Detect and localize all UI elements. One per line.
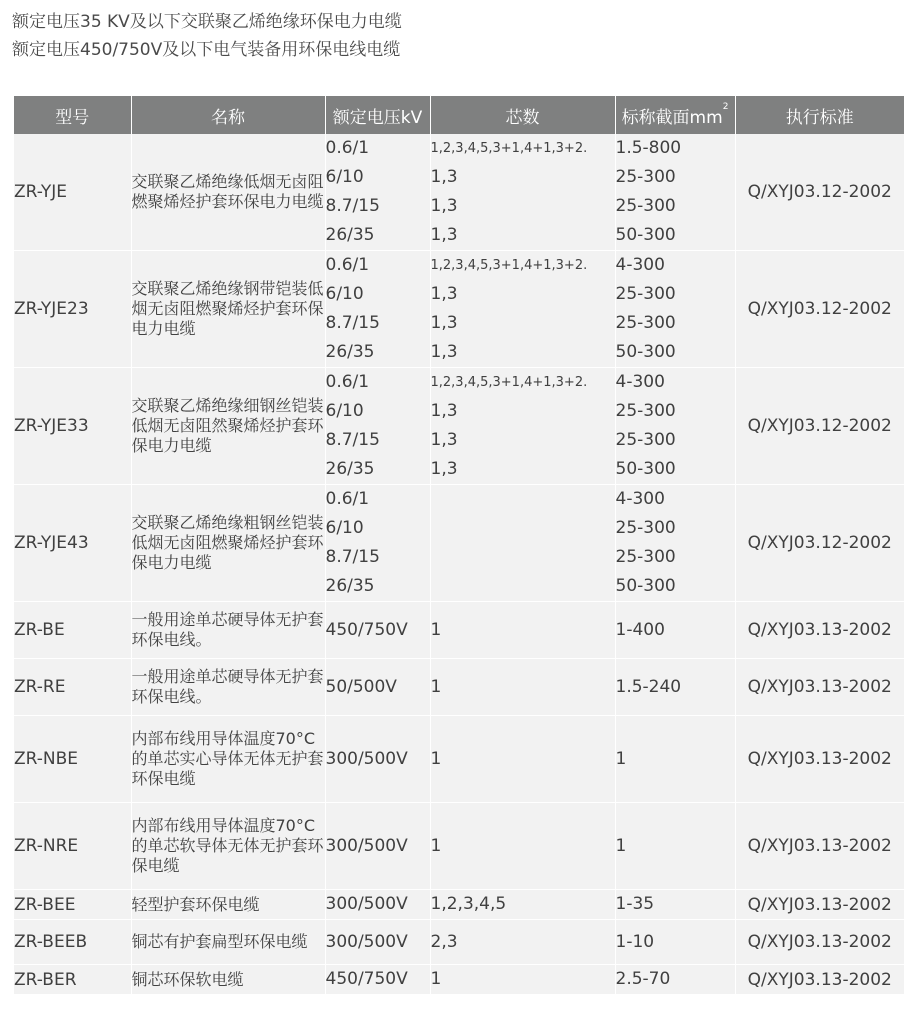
section-line: 25-300 [615, 313, 676, 333]
cell-cores [430, 920, 615, 965]
section-line: 1-400 [615, 619, 665, 640]
header-row [14, 96, 904, 134]
cell-cores [430, 602, 615, 659]
table-row [14, 602, 904, 659]
cores-line: 1,3 [430, 196, 458, 216]
cell-section [615, 134, 735, 251]
table-row [14, 716, 904, 803]
voltage-line: 8.7/15 [325, 313, 380, 333]
cell-model: ZR-BER [14, 965, 131, 995]
section-line: 1-10 [615, 931, 655, 952]
cell-model: ZR-YJE33 [14, 368, 131, 485]
cell-standard: Q/XYJ03.12-2002 [735, 368, 904, 485]
cell-model: ZR-BEEB [14, 920, 131, 965]
intro-line-2: 额定电压450/750V及以下电气装备用环保电线电缆 [12, 40, 401, 60]
section-line: 25-300 [615, 518, 676, 538]
voltage-line: 8.7/15 [325, 196, 380, 216]
header-section [615, 96, 735, 134]
header-name: 名称 [131, 96, 325, 134]
voltage-line: 6/10 [325, 167, 364, 187]
voltage-line: 0.6/1 [325, 489, 370, 509]
cell-standard: Q/XYJ03.12-2002 [735, 134, 904, 251]
table-row [14, 659, 904, 716]
section-line: 50-300 [615, 342, 676, 362]
cell-model: ZR-YJE43 [14, 485, 131, 602]
cell-standard: Q/XYJ03.13-2002 [735, 890, 904, 920]
section-line: 50-300 [615, 225, 676, 245]
header-section-sup: 2 [722, 101, 729, 112]
voltage-line: 0.6/1 [325, 255, 370, 275]
section-line: 4-300 [615, 255, 665, 275]
cell-model: ZR-BE [14, 602, 131, 659]
section-line: 1-35 [615, 894, 655, 914]
spec-table [14, 96, 904, 995]
cell-voltage [325, 890, 430, 920]
voltage-line: 6/10 [325, 284, 364, 304]
cell-cores [430, 803, 615, 890]
cores-line: 1,3 [430, 284, 458, 304]
cell-section [615, 890, 735, 920]
section-line: 25-300 [615, 167, 676, 187]
table-row [14, 134, 904, 251]
section-line: 4-300 [615, 372, 665, 392]
voltage-line: 26/35 [325, 225, 375, 245]
voltage-line: 450/750V [325, 969, 408, 989]
cores-line: 1,2,3,4,5,3+1,4+1,3+2. [430, 375, 588, 390]
cell-cores [430, 134, 615, 251]
cell-voltage [325, 803, 430, 890]
section-line: 25-300 [615, 196, 676, 216]
intro-text [12, 8, 402, 64]
header-cores: 芯数 [430, 96, 615, 134]
section-line: 4-300 [615, 489, 665, 509]
cores-line: 1,3 [430, 225, 458, 245]
cores-line: 1,3 [430, 401, 458, 421]
voltage-line: 300/500V [325, 894, 408, 914]
table-row [14, 965, 904, 995]
header-section-label: 标称截面mm [621, 107, 723, 128]
section-line: 1 [615, 748, 627, 769]
cell-name: 铜芯环保软电缆 [131, 965, 325, 995]
voltage-line: 26/35 [325, 459, 375, 479]
voltage-line: 300/500V [325, 835, 408, 856]
section-line: 1 [615, 835, 627, 856]
section-line: 25-300 [615, 284, 676, 304]
cell-model: ZR-BEE [14, 890, 131, 920]
cell-standard: Q/XYJ03.13-2002 [735, 803, 904, 890]
cell-cores [430, 251, 615, 368]
cell-name: 交联聚乙烯绝缘低烟无卤阻燃聚烯烃护套环保电力电缆 [131, 134, 325, 251]
voltage-line: 300/500V [325, 931, 408, 952]
cell-section [615, 602, 735, 659]
cores-line: 1 [430, 619, 442, 640]
cell-standard: Q/XYJ03.12-2002 [735, 251, 904, 368]
cores-line: 1,2,3,4,5,3+1,4+1,3+2. [430, 141, 588, 156]
cell-name: 一般用途单芯硬导体无护套环保电线。 [131, 659, 325, 716]
cell-voltage [325, 134, 430, 251]
voltage-line: 6/10 [325, 518, 364, 538]
cell-standard: Q/XYJ03.13-2002 [735, 659, 904, 716]
cell-section [615, 368, 735, 485]
section-line: 1.5-240 [615, 676, 682, 697]
cell-section [615, 920, 735, 965]
voltage-line: 6/10 [325, 401, 364, 421]
voltage-line: 8.7/15 [325, 547, 380, 567]
cores-line: 1 [430, 969, 442, 989]
cell-model: ZR-NRE [14, 803, 131, 890]
cell-voltage [325, 485, 430, 602]
cores-line: 1 [430, 676, 442, 697]
cell-section [615, 485, 735, 602]
cell-section [615, 803, 735, 890]
cell-model: ZR-YJE [14, 134, 131, 251]
cell-standard: Q/XYJ03.13-2002 [735, 602, 904, 659]
cell-name: 内部布线用导体温度70°C的单芯实心导体无体无护套环保电缆 [131, 716, 325, 803]
voltage-line: 8.7/15 [325, 430, 380, 450]
voltage-line: 26/35 [325, 576, 375, 596]
cell-standard: Q/XYJ03.12-2002 [735, 485, 904, 602]
header-standard: 执行标准 [735, 96, 904, 134]
voltage-line: 26/35 [325, 342, 375, 362]
section-line: 50-300 [615, 459, 676, 479]
cores-line: 1,3 [430, 430, 458, 450]
table-row [14, 368, 904, 485]
table-row [14, 251, 904, 368]
cell-model: ZR-RE [14, 659, 131, 716]
table-row [14, 890, 904, 920]
cell-section [615, 659, 735, 716]
cell-cores [430, 716, 615, 803]
cell-name: 轻型护套环保电缆 [131, 890, 325, 920]
cell-standard: Q/XYJ03.13-2002 [735, 965, 904, 995]
section-line: 2.5-70 [615, 969, 671, 989]
table-row [14, 803, 904, 890]
cell-name: 内部布线用导体温度70°C的单芯软导体无体无护套环保电缆 [131, 803, 325, 890]
cell-name: 一般用途单芯硬导体无护套环保电线。 [131, 602, 325, 659]
cell-voltage [325, 659, 430, 716]
cell-section [615, 251, 735, 368]
cores-line: 1,2,3,4,5,3+1,4+1,3+2. [430, 258, 588, 273]
cell-standard: Q/XYJ03.13-2002 [735, 716, 904, 803]
section-line: 25-300 [615, 401, 676, 421]
cell-voltage [325, 920, 430, 965]
cores-line: 1,3 [430, 167, 458, 187]
cell-name: 交联聚乙烯绝缘钢带铠装低烟无卤阻燃聚烯烃护套环保电力电缆 [131, 251, 325, 368]
section-line: 1.5-800 [615, 138, 682, 158]
cell-voltage [325, 368, 430, 485]
cell-cores [430, 890, 615, 920]
header-model: 型号 [14, 96, 131, 134]
cell-voltage [325, 251, 430, 368]
header-voltage: 额定电压kV [325, 96, 430, 134]
cores-line: 1,3 [430, 342, 458, 362]
voltage-line: 450/750V [325, 619, 408, 640]
cores-line: 1 [430, 835, 442, 856]
section-line: 25-300 [615, 547, 676, 567]
cell-voltage [325, 965, 430, 995]
cores-line: 1,3 [430, 459, 458, 479]
voltage-line: 300/500V [325, 748, 408, 769]
cell-cores [430, 368, 615, 485]
table-body [14, 134, 904, 995]
cell-model: ZR-YJE23 [14, 251, 131, 368]
cell-name: 铜芯有护套扁型环保电缆 [131, 920, 325, 965]
cell-voltage [325, 602, 430, 659]
cell-voltage [325, 716, 430, 803]
cell-cores [430, 965, 615, 995]
cell-name: 交联聚乙烯绝缘粗钢丝铠装低烟无卤阻燃聚烯烃护套环保电力电缆 [131, 485, 325, 602]
cell-standard: Q/XYJ03.13-2002 [735, 920, 904, 965]
cell-cores [430, 659, 615, 716]
section-line: 50-300 [615, 576, 676, 596]
cores-line: 1,2,3,4,5 [430, 894, 507, 914]
cell-section [615, 965, 735, 995]
voltage-line: 0.6/1 [325, 138, 370, 158]
cell-cores [430, 485, 615, 602]
cores-line: 2,3 [430, 931, 458, 952]
cores-line: 1,3 [430, 313, 458, 333]
voltage-line: 0.6/1 [325, 372, 370, 392]
cell-model: ZR-NBE [14, 716, 131, 803]
section-line: 25-300 [615, 430, 676, 450]
table-row [14, 485, 904, 602]
cell-section [615, 716, 735, 803]
cell-name: 交联聚乙烯绝缘细钢丝铠装低烟无卤阻然聚烯烃护套环保电力电缆 [131, 368, 325, 485]
voltage-line: 50/500V [325, 676, 397, 697]
cores-line: 1 [430, 748, 442, 769]
table-row [14, 920, 904, 965]
intro-line-1: 额定电压35 KV及以下交联聚乙烯绝缘环保电力电缆 [12, 12, 402, 32]
